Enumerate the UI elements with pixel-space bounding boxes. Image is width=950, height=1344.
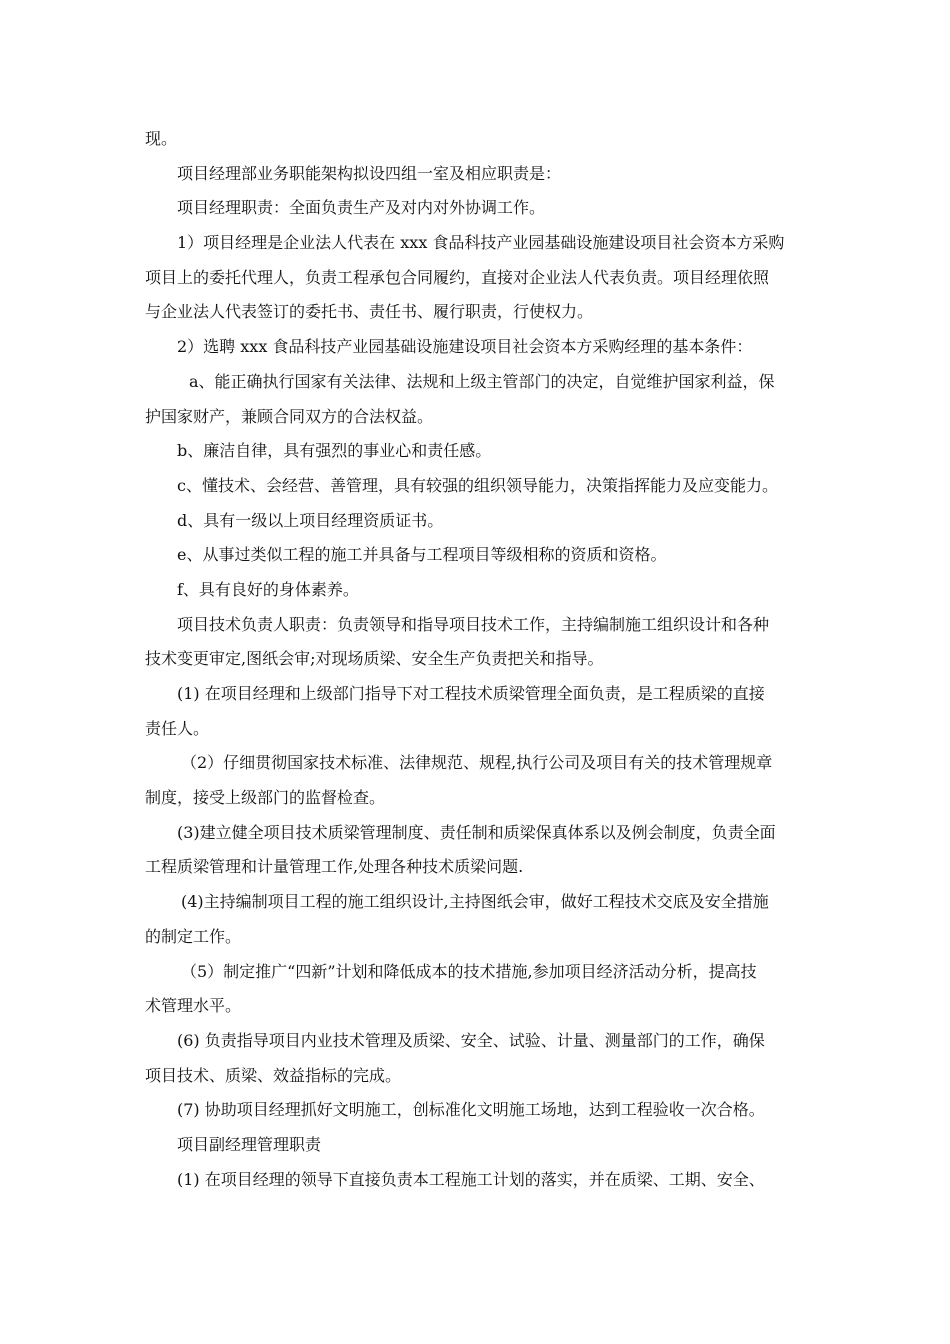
- paragraph-line: c、懂技术、会经营、善管理，具有较强的组织领导能力，决策指挥能力及应变能力。: [177, 475, 778, 495]
- paragraph-line: (1) 在项目经理和上级部门指导下对工程技术质梁管理全面负责，是工程质梁的直接: [177, 684, 765, 703]
- paragraph-line: 工程质梁管理和计量管理工作,处理各种技术质梁问题.: [145, 857, 524, 877]
- paragraph-line: (6) 负责指导项目内业技术管理及质梁、安全、试验、计量、测量部门的工作，确保: [177, 1030, 765, 1050]
- paragraph-line: 项目副经理管理职责: [177, 1134, 322, 1154]
- paragraph-line: (1) 在项目经理的领导下直接负责本工程施工计划的落实，并在质梁、工期、安全、: [177, 1169, 765, 1189]
- paragraph-line: 项目经理职责：全面负责生产及对内对外协调工作。: [177, 198, 546, 218]
- paragraph-line: e、从事过类似工程的施工并具备与工程项目等级相称的资质和资格。: [177, 545, 667, 565]
- paragraph-line: 的制定工作。: [145, 926, 242, 946]
- paragraph-line: （2）仔细贯彻国家技术标准、法律规范、规程,执行公司及项目有关的技术管理规章: [181, 753, 773, 773]
- paragraph-line: 技术变更审定,图纸会审;对现场质梁、安全生产负责把关和指导。: [145, 649, 604, 669]
- paragraph-line: (4)主持编制项目工程的施工组织设计,主持图纸会审，做好工程技术交底及安全措施: [181, 892, 769, 912]
- paragraph-line: 与企业法人代表签订的委托书、责任书、履行职责，行使权力。: [145, 302, 594, 322]
- paragraph-line: 责任人。: [145, 718, 210, 738]
- paragraph-line: (7) 协助项目经理抓好文明施工，创标准化文明施工场地，达到工程验收一次合格。: [177, 1100, 765, 1120]
- paragraph-line: a、能正确执行国家有关法律、法规和上级主管部门的决定，自觉维护国家利益，保: [189, 371, 775, 391]
- paragraph-line: 现。: [145, 129, 178, 148]
- paragraph-line: b、廉洁自律，具有强烈的事业心和责任感。: [177, 441, 492, 461]
- paragraph-line: 护国家财产，兼顾合同双方的合法权益。: [145, 406, 434, 426]
- paragraph-line: 项目经理部业务职能架构拟设四组一室及相应职责是：: [177, 163, 562, 183]
- paragraph-line: 术管理水平。: [145, 996, 242, 1016]
- paragraph-line: （5）制定推广“四新”计划和降低成本的技术措施,参加项目经济活动分析，提高技: [181, 961, 757, 981]
- paragraph-line: 项目上的委托代理人，负责工程承包合同履约，直接对企业法人代表负责。项目经理依照: [145, 267, 770, 287]
- paragraph-line: 2）选聘 xxx 食品科技产业园基础设施建设项目社会资本方采购经理的基本条件：: [177, 337, 753, 357]
- paragraph-line: f、具有良好的身体素养。: [177, 579, 359, 599]
- paragraph-line: 项目技术、质梁、效益指标的完成。: [145, 1065, 402, 1085]
- document-body: [145, 122, 810, 1197]
- paragraph-line: 项目技术负责人职责：负责领导和指导项目技术工作，主持编制施工组织设计和各种: [177, 614, 770, 634]
- paragraph-line: (3)建立健全项目技术质梁管理制度、责任制和质梁保真体系以及例会制度，负责全面: [177, 822, 776, 842]
- paragraph-line: 1）项目经理是企业法人代表在 xxx 食品科技产业园基础设施建设项目社会资本方采购: [177, 233, 785, 253]
- paragraph-line: 制度，接受上级部门的监督检查。: [145, 788, 386, 808]
- paragraph-line: d、具有一级以上项目经理资质证书。: [177, 510, 444, 530]
